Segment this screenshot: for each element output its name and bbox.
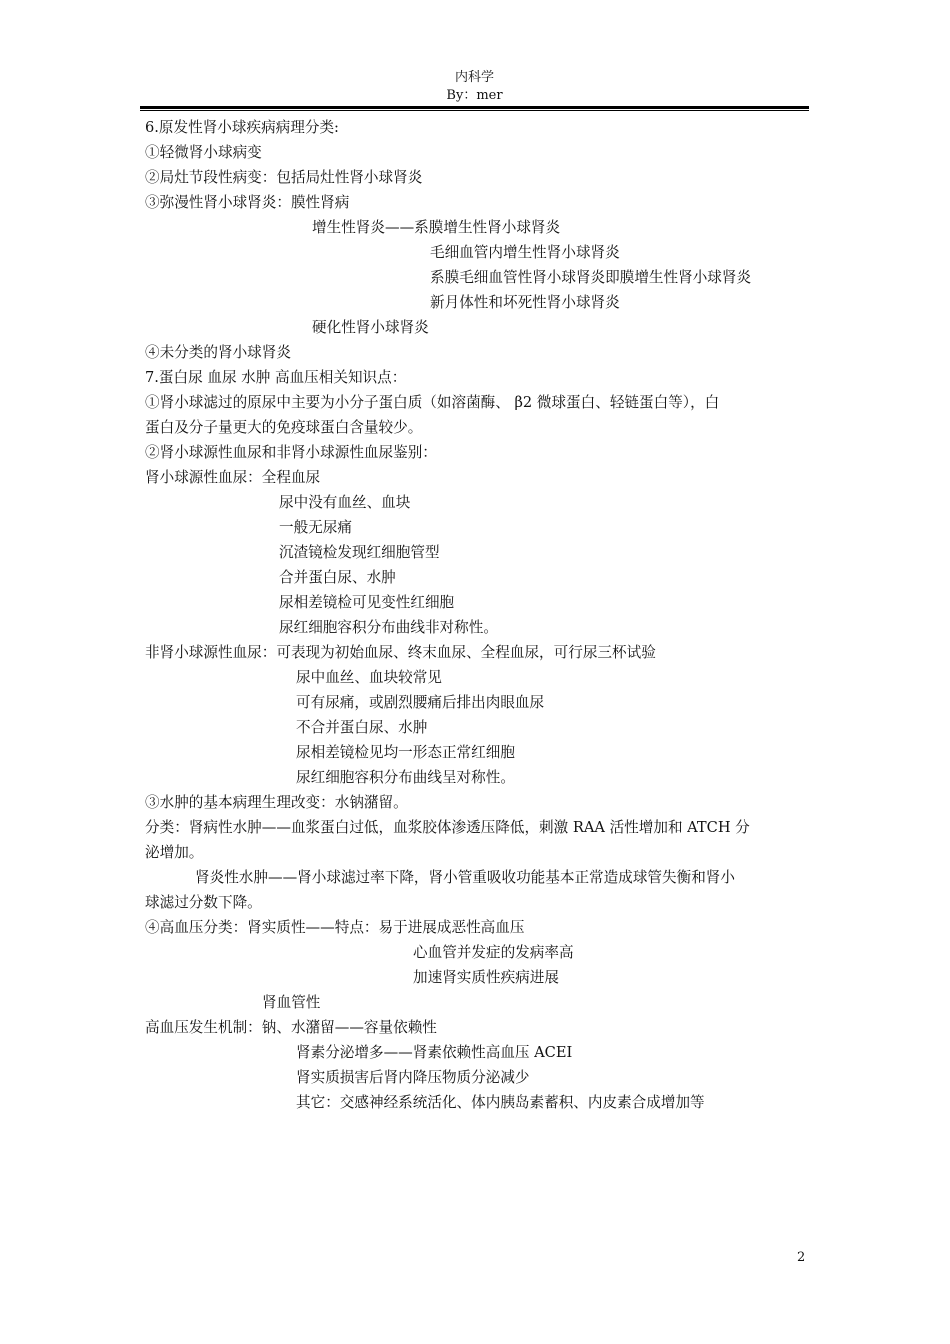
text-line: 分类：肾病性水肿——血浆蛋白过低，血浆胶体渗透压降低，刺激 RAA 活性增加和 ATCH 分 — [145, 819, 750, 836]
header-rule-thin — [140, 110, 809, 111]
text-line: 可有尿痛，或剧烈腰痛后排出肉眼血尿 — [296, 694, 545, 711]
text-line: 增生性肾炎——系膜增生性肾小球肾炎 — [312, 219, 561, 236]
text-line: ③水肿的基本病理生理改变：水钠潴留。 — [145, 794, 408, 811]
text-line: 肾素分泌增多——肾素依赖性高血压 ACEI — [296, 1044, 573, 1061]
text-line: ④高血压分类：肾实质性——特点：易于进展成恶性高血压 — [145, 919, 525, 936]
header-rule-thick — [140, 106, 809, 109]
text-line: 尿红细胞容积分布曲线非对称性。 — [279, 619, 498, 636]
text-line: 蛋白及分子量更大的免疫球蛋白含量较少。 — [145, 419, 423, 436]
text-line: ②肾小球源性血尿和非肾小球源性血尿鉴别： — [145, 444, 437, 461]
text-line: 硬化性肾小球肾炎 — [312, 319, 429, 336]
text-line: 心血管并发症的发病率高 — [413, 944, 574, 961]
text-line: 不合并蛋白尿、水肿 — [296, 719, 428, 736]
text-line: ①轻微肾小球病变 — [145, 144, 262, 161]
text-line: 肾炎性水肿——肾小球滤过率下降，肾小管重吸收功能基本正常造成球管失衡和肾小 — [195, 869, 735, 886]
text-line: 尿相差镜检见均一形态正常红细胞 — [296, 744, 515, 761]
text-line: ②局灶节段性病变：包括局灶性肾小球肾炎 — [145, 169, 423, 186]
text-line: 一般无尿痛 — [279, 519, 352, 536]
section-6-heading: 6.原发性肾小球疾病病理分类: — [145, 119, 339, 136]
page-header — [140, 70, 809, 106]
text-line: 肾血管性 — [262, 994, 321, 1011]
header-author: By：mer — [446, 88, 503, 103]
text-line: 高血压发生机制：钠、水潴留——容量依赖性 — [145, 1019, 437, 1036]
text-line: ①肾小球滤过的原尿中主要为小分子蛋白质（如溶菌酶、 β2 微球蛋白、轻链蛋白等），白 — [145, 394, 720, 411]
text-line: 尿中没有血丝、血块 — [279, 494, 411, 511]
text-line: 其它：交感神经系统活化、体内胰岛素蓄积、内皮素合成增加等 — [296, 1094, 705, 1111]
page-number: 2 — [797, 1250, 806, 1265]
text-line: 非肾小球源性血尿：可表现为初始血尿、终末血尿、全程血尿，可行尿三杯试验 — [145, 644, 656, 661]
text-line: 新月体性和坏死性肾小球肾炎 — [430, 294, 620, 311]
section-7-heading: 7.蛋白尿 血尿 水肿 高血压相关知识点： — [145, 369, 407, 386]
text-line: 泌增加。 — [145, 844, 204, 861]
text-line: 球滤过分数下降。 — [145, 894, 262, 911]
text-line: 尿中血丝、血块较常见 — [296, 669, 442, 686]
text-line: 合并蛋白尿、水肿 — [279, 569, 396, 586]
text-line: ④未分类的肾小球肾炎 — [145, 344, 291, 361]
text-line: 沉渣镜检发现红细胞管型 — [279, 544, 440, 561]
text-line: 肾实质损害后肾内降压物质分泌减少 — [296, 1069, 530, 1086]
text-line: 肾小球源性血尿：全程血尿 — [145, 469, 321, 486]
text-line: 毛细血管内增生性肾小球肾炎 — [430, 244, 620, 261]
text-line: 尿相差镜检可见变性红细胞 — [279, 594, 455, 611]
header-title: 内科学 — [454, 70, 494, 85]
text-line: 系膜毛细血管性肾小球肾炎即膜增生性肾小球肾炎 — [430, 269, 752, 286]
text-line: ③弥漫性肾小球肾炎：膜性肾病 — [145, 194, 350, 211]
text-line: 尿红细胞容积分布曲线呈对称性。 — [296, 769, 515, 786]
text-line: 加速肾实质性疾病进展 — [413, 969, 559, 986]
